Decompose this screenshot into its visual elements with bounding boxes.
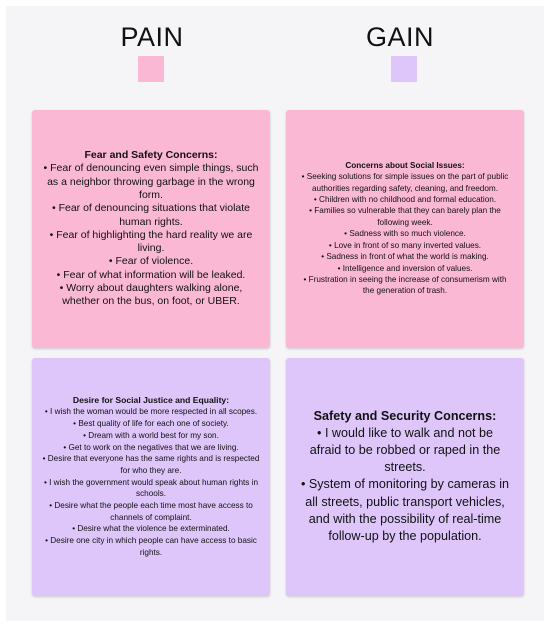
list-item: • Families so vulnerable that they can barely plan the following week.: [298, 205, 512, 228]
list-item: • Fear of highlighting the hard reality we are living.: [42, 229, 260, 256]
sticky-note-social-justice[interactable]: [32, 358, 270, 596]
list-item: • Sadness in front of what the world is making.: [298, 251, 512, 262]
list-item: • Frustration in seeing the increase of consumerism with the generation of trash.: [298, 274, 512, 297]
list-item: • Fear of denouncing even simple things, such as a neighbor throwing garbage in the wrong form.: [42, 162, 260, 202]
list-item: • Best quality of life for each one of society.: [42, 418, 260, 430]
sticky-note-safety-security[interactable]: [286, 358, 524, 596]
list-item: • System of monitoring by cameras in all streets, public transport vehicles, and with the possibility of real-time follow-up by the population.: [300, 476, 510, 545]
list-item: • Desire what the people each time most have access to channels of complaint.: [42, 500, 260, 523]
list-item: • Desire that everyone has the same rights and is respected for who they are.: [42, 453, 260, 476]
sticky-note-fear-safety[interactable]: [32, 110, 270, 348]
list-item: • Seeking solutions for simple issues on the part of public authorities regarding safety, cleaning, and freedom.: [298, 171, 512, 194]
sticky-note-social-issues[interactable]: [286, 110, 524, 348]
list-item: • I wish the government would speak about human rights in schools.: [42, 477, 260, 500]
list-item: • Worry about daughters walking alone, whether on the bus, on foot, or UBER.: [42, 282, 260, 309]
note-list: [298, 171, 512, 296]
list-item: • Intelligence and inversion of values.: [298, 263, 512, 274]
note-list: [42, 406, 260, 558]
list-item: • Love in front of so many inverted values.: [298, 240, 512, 251]
pain-heading: PAIN: [120, 22, 184, 52]
list-item: • I wish the woman would be more respected in all scopes.: [42, 406, 260, 418]
note-list: [42, 162, 260, 308]
note-title: Concerns about Social Issues:: [345, 161, 465, 171]
note-list: [300, 425, 510, 545]
list-item: • Fear of denouncing situations that violate human rights.: [42, 202, 260, 229]
list-item: • Desire one city in which people can have access to basic rights.: [42, 535, 260, 558]
note-title: Fear and Safety Concerns:: [84, 149, 218, 162]
gain-heading: GAIN: [365, 22, 434, 52]
list-item: • Dream with a world best for my son.: [42, 430, 260, 442]
note-title: Desire for Social Justice and Equality:: [72, 395, 230, 406]
list-item: • Get to work on the negatives that we are living.: [42, 442, 260, 454]
list-item: • Fear of what information will be leaked.: [42, 269, 260, 282]
gain-color-swatch: [391, 56, 417, 82]
list-item: • Fear of violence.: [42, 255, 260, 268]
pain-color-swatch: [138, 56, 164, 82]
note-title: Safety and Security Concerns:: [313, 408, 497, 423]
list-item: • Sadness with so much violence.: [298, 228, 512, 239]
list-item: • Desire what the violence be exterminated.: [42, 523, 260, 535]
list-item: • I would like to walk and not be afraid to be robbed or raped in the streets.: [300, 425, 510, 477]
list-item: • Children with no childhood and formal education.: [298, 194, 512, 205]
